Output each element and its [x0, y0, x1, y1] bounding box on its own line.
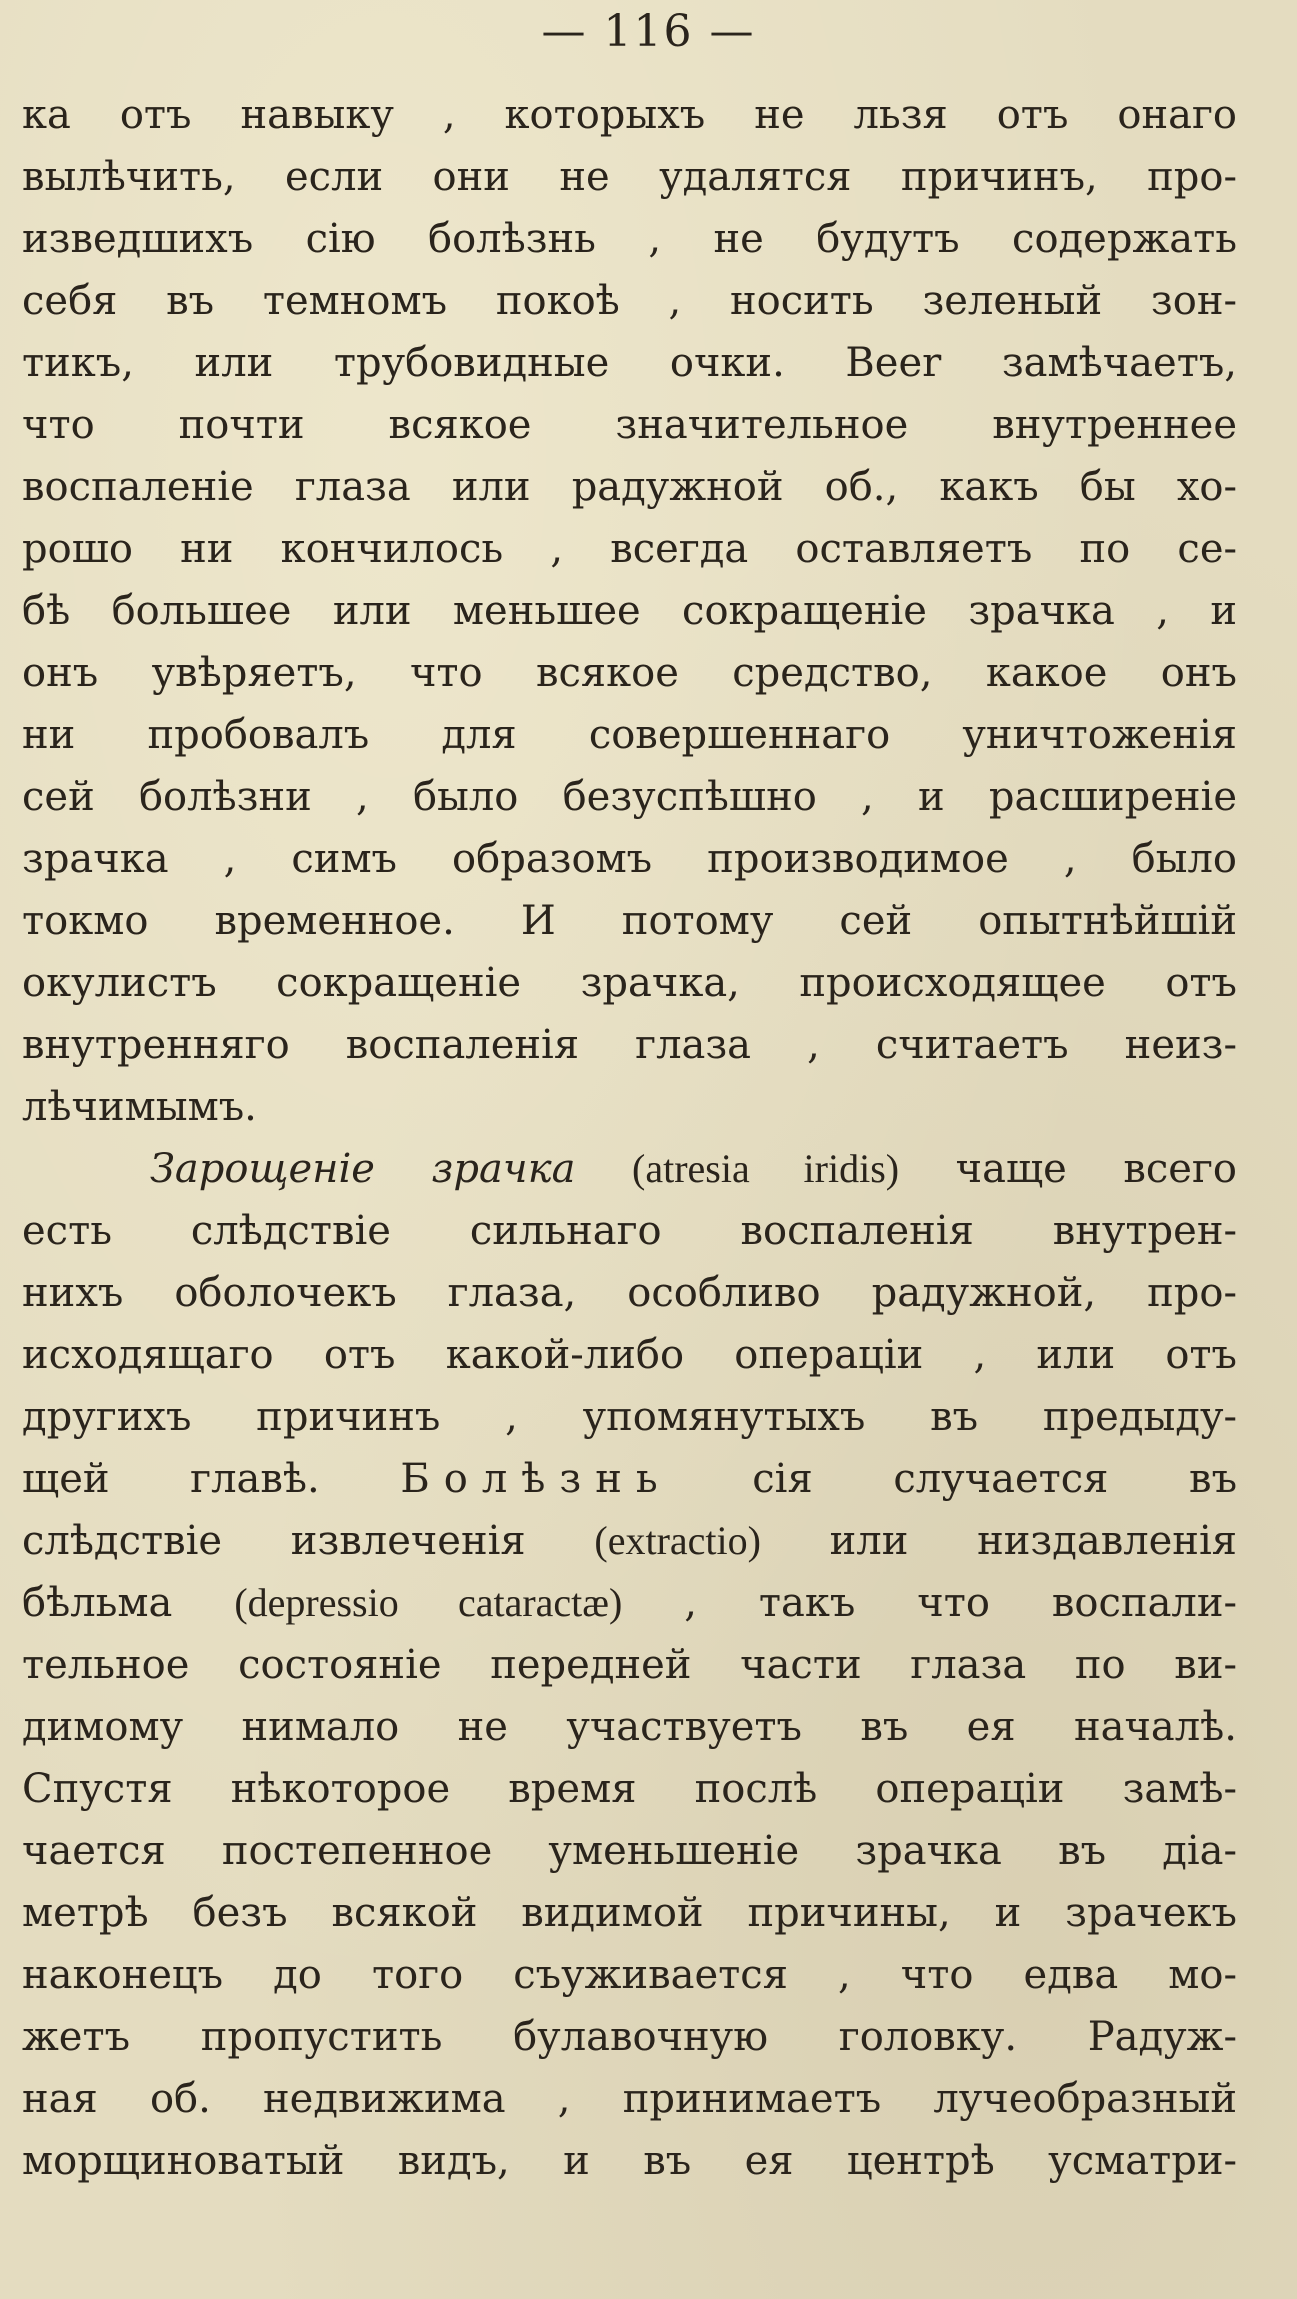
- text-line: Спустя нѣкоторое время послѣ операціи замѣ-: [22, 1766, 1237, 1812]
- text-fragment: или низдавленія: [829, 1518, 1237, 1564]
- text-line: [22, 1510, 1237, 1572]
- text-line: димому нимало не участвуетъ въ ея началѣ.: [22, 1704, 1237, 1750]
- paragraph-1: [22, 84, 1237, 1138]
- text-line: вылѣчить, если они не удалятся причинъ, про-: [22, 154, 1237, 200]
- italic-term: Зарощеніе зрачка: [150, 1146, 576, 1192]
- text-line: себя въ темномъ покоѣ , носить зеленый зон-: [22, 278, 1237, 324]
- page-number: — 116 —: [541, 6, 756, 57]
- text-line: другихъ причинъ , упомянутыхъ въ предыду-: [22, 1394, 1237, 1440]
- latin-term: (atresia iridis): [632, 1146, 900, 1191]
- text-line: тельное состояніе передней части глаза по ви-: [22, 1642, 1237, 1688]
- text-line: сей болѣзни , было безуспѣшно , и расширеніе: [22, 774, 1237, 820]
- text-line: ная об. недвижима , принимаетъ лучеобразный: [22, 2076, 1237, 2122]
- text-line: онъ увѣряетъ, что всякое средство, какое онъ: [22, 650, 1237, 696]
- text-line: рошо ни кончилось , всегда оставляетъ по се-: [22, 526, 1237, 572]
- text-line: ни пробовалъ для совершеннаго уничтоженія: [22, 712, 1237, 758]
- text-line: нихъ оболочекъ глаза, особливо радужной, про-: [22, 1270, 1237, 1316]
- text-line: бѣ большее или меньшее сокращеніе зрачка , и: [22, 588, 1237, 634]
- text-line: лѣчимымъ.: [22, 1084, 257, 1130]
- text-fragment: чаще всего: [955, 1146, 1237, 1192]
- latin-term: (extractio): [594, 1518, 761, 1563]
- text-line: [22, 1448, 1237, 1510]
- paragraph-2: [22, 1138, 1237, 2192]
- text-line: морщиноватый видъ, и въ ея центрѣ усматри-: [22, 2138, 1237, 2184]
- text-line: жетъ пропустить булавочную головку. Радуж-: [22, 2014, 1237, 2060]
- text-fragment: сія случается въ: [752, 1456, 1237, 1502]
- text-line: наконецъ до того съуживается , что едва мо-: [22, 1952, 1237, 1998]
- text-line: что почти всякое значительное внутреннее: [22, 402, 1237, 448]
- spaced-word: Болѣзнь: [400, 1456, 672, 1502]
- text-line: исходящаго отъ какой-либо операціи , или отъ: [22, 1332, 1237, 1378]
- text-line: тикъ, или трубовидные очки. Beer замѣчаетъ,: [22, 340, 1237, 386]
- text-line: воспаленіе глаза или радужной об., какъ бы хо-: [22, 464, 1237, 510]
- text-fragment: , такъ что воспали-: [684, 1580, 1237, 1626]
- text-line: окулистъ сокращеніе зрачка, происходящее отъ: [22, 960, 1237, 1006]
- text-line: токмо временное. И потому сей опытнѣйшій: [22, 898, 1237, 944]
- text-line: ка отъ навыку , которыхъ не льзя отъ онаго: [22, 92, 1237, 138]
- text-line: внутренняго воспаленія глаза , считаетъ неиз-: [22, 1022, 1237, 1068]
- text-line: зрачка , симъ образомъ производимое , было: [22, 836, 1237, 882]
- text-line: есть слѣдствіе сильнаго воспаленія внутрен-: [22, 1208, 1237, 1254]
- text-line: [22, 1138, 1237, 1200]
- text-line: чается постепенное уменьшеніе зрачка въ діа-: [22, 1828, 1237, 1874]
- body-text: [22, 84, 1237, 2192]
- text-line: метрѣ безъ всякой видимой причины, и зрачекъ: [22, 1890, 1237, 1936]
- text-fragment: бѣльма: [22, 1580, 173, 1626]
- latin-term: (depressio cataractæ): [234, 1580, 623, 1625]
- text-line: изведшихъ сію болѣзнь , не будутъ содержать: [22, 216, 1237, 262]
- text-fragment: слѣдствіе извлеченія: [22, 1518, 526, 1564]
- text-line: [22, 1572, 1237, 1634]
- text-fragment: щей главѣ.: [22, 1456, 320, 1502]
